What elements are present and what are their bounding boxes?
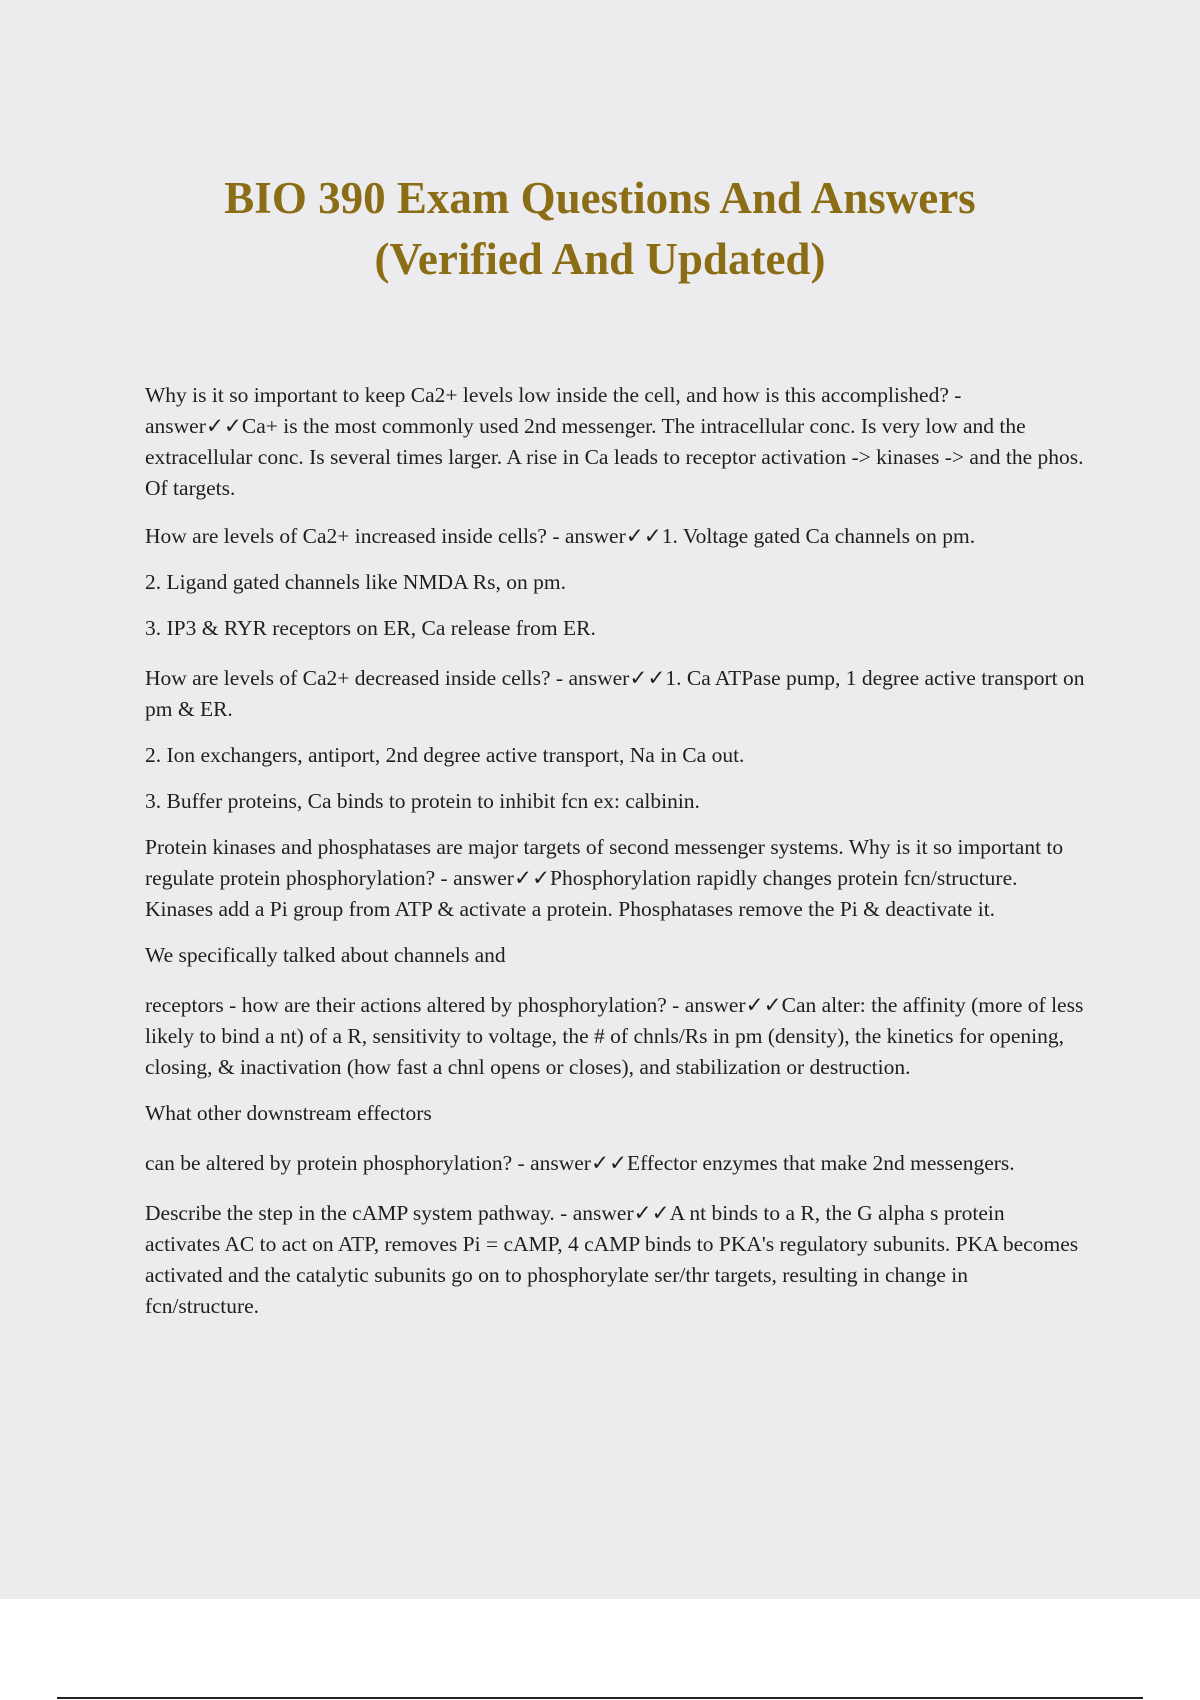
paragraph-ca-low: Why is it so important to keep Ca2+ levels low inside the cell, and how is this accomplished? - answer✓✓Ca+ is the most commonly used 2nd messenger. The intracellular conc. Is very low and the extracellular conc. Is several times larger. A rise in Ca leads to receptor activation -> kinases -> and the phos. Of targets. (145, 383, 1084, 500)
paragraph-ca-decrease: How are levels of Ca2+ decreased inside cells? - answer✓✓1. Ca ATPase pump, 1 degree active transport on pm & ER. (145, 666, 1085, 721)
paragraph-effectors-intro: What other downstream effectors (145, 1101, 432, 1125)
paragraph-ca-increase-2: 2. Ligand gated channels like NMDA Rs, on pm. (145, 570, 566, 594)
paragraph-channels-answer: receptors - how are their actions altered by phosphorylation? - answer✓✓Can alter: the affinity (more of less likely to bind a nt) of a R, sensitivity to voltage, the # of chnls/Rs in pm (density), the kinetics for opening, closing, & inactivation (how fast a chnl opens or closes), and stabilization or destruction. (145, 993, 1084, 1079)
paragraph-effectors-answer: can be altered by protein phosphorylation? - answer✓✓Effector enzymes that make 2nd messengers. (145, 1151, 1015, 1175)
paragraph-camp-pathway: Describe the step in the cAMP system pathway. - answer✓✓A nt binds to a R, the G alpha s protein activates AC to act on ATP, removes Pi = cAMP, 4 cAMP binds to PKA's regulatory subunits. PKA becomes activated and the catalytic subunits go on to phosphorylate ser/thr targets, resulting in change in fcn/structure. (145, 1201, 1079, 1318)
paragraph-ca-increase-3: 3. IP3 & RYR receptors on ER, Ca release from ER. (145, 616, 596, 640)
title-line-1: BIO 390 Exam Questions And Answers (224, 173, 976, 223)
paragraph-ca-decrease-2: 2. Ion exchangers, antiport, 2nd degree active transport, Na in Ca out. (145, 743, 745, 767)
document-title (150, 168, 1050, 290)
paragraph-ca-increase: How are levels of Ca2+ increased inside cells? - answer✓✓1. Voltage gated Ca channels on pm. (145, 524, 976, 548)
paragraph-channels-intro: We specifically talked about channels and (145, 943, 506, 967)
title-line-2: (Verified And Updated) (374, 234, 826, 284)
footer-divider (57, 1697, 1143, 1699)
paragraph-phosphorylation: Protein kinases and phosphatases are major targets of second messenger systems. Why is it so important to regulate protein phosphorylation? - answer✓✓Phosphorylation rapidly changes protein fcn/structure. Kinases add a Pi group from ATP & activate a protein. Phosphatases remove the Pi & deactivate it. (145, 835, 1064, 921)
paragraph-ca-decrease-3: 3. Buffer proteins, Ca binds to protein to inhibit fcn ex: calbinin. (145, 789, 700, 813)
document-body (145, 380, 1085, 1339)
